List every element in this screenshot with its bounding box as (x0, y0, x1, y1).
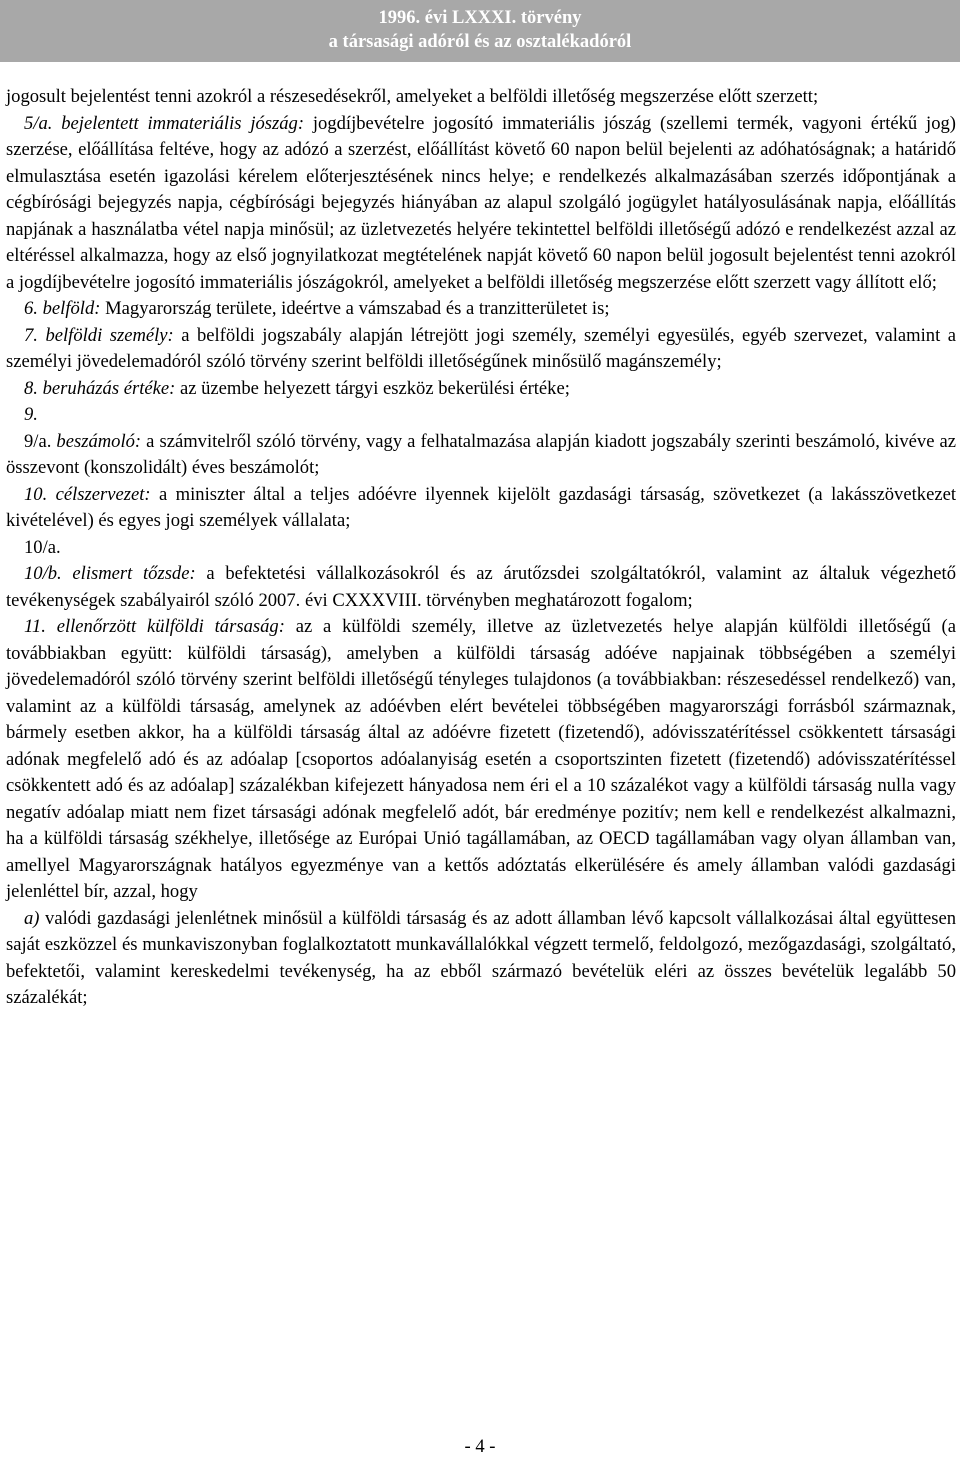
paragraph-number: a) (24, 907, 40, 929)
paragraph-text: valódi gazdasági jelenlétnek minősül a külföldi társaság és az adott államban lévő kapcsolt vállalkozásai által együttesen saját eszközzel és munkaviszonyban foglalkoztatott munkavállalókkal végzett termelő, feldolgozó, mezőgazdasági, szolgáltató, befektetői, valamint kereskedelmi tevékenység, ha az ebből származó bevételük eléri az összes bevételük legalább 50 százalékát; (6, 907, 957, 1008)
defined-term: bejelentett immateriális jószág: (61, 112, 305, 134)
paragraph-text: jogosult bejelentést tenni azokról a részesedésekről, amelyeket a belföldi illetőség megszerzése előtt szerzett; (6, 86, 819, 107)
paragraph-number: 6. (24, 298, 38, 319)
defined-term: belföld: (42, 298, 101, 319)
paragraph-text: jogdíjbevételre jogosító immateriális jószág (szellemi termék, vagyoni értékű jog) szerzése, előállítása feltéve, hogy az adózó a szerzést, előállítást követő 60 napon belül bejelenti az adóhatóságnak; a határidő elmulasztása esetén igazolási kérelem előterjesztésének nincs helye; e rendelkezés alkalmazásában szerzés időpontjának a cégbírósági bejegyzés napja, cégbírósági bejegyzés hiányában az alapul szolgáló jogügylet hatályosulásának napja, előállítás napjának a használatba vétel napja minősül; az üzletvezetés helyére tekintettel belföldi illetőségű adózó e rendelkezést azzal az eltéréssel alkalmazza, hogy az első jognyilatkozat megtételének napját követő 60 napon belül jogosult bejelentést tenni azokról a jogdíjbevételre jogosító immateriális jószágokról, amelyeket a belföldi illetőség megszerzése előtt szerzett vagy állított elő; (6, 112, 956, 293)
paragraph-text: a miniszter által a teljes adóévre ilyennek kijelölt gazdasági társaság, szövetkezet (a lakásszövetkezet kivételével) és egyes jogi személyek vállalata; (6, 483, 956, 531)
paragraph-number: 11. (24, 616, 46, 637)
document-body (6, 84, 956, 1012)
defined-term: belföldi személy: (45, 324, 174, 346)
paragraph-number: 5/a. (24, 112, 53, 134)
paragraph-8 (6, 376, 956, 403)
defined-term: beruházás értéke: (42, 377, 176, 399)
paragraph-text: a befektetési vállalkozásokról és az árutőzsdei szolgáltatókról, valamint az általuk végezhető tevékenységek szabályairól szóló 2007. évi CXXXVIII. törvényben meghatározott fogalom; (6, 563, 956, 611)
paragraph-number: 10. (24, 483, 48, 505)
paragraph-number: 7. (24, 324, 38, 346)
paragraph-number: 9. (24, 404, 38, 425)
paragraph-10b (6, 561, 956, 614)
paragraph-11-a (6, 906, 956, 1012)
paragraph-5a (6, 111, 956, 297)
paragraph-6 (6, 296, 956, 323)
paragraph-continuation (6, 84, 956, 111)
paragraph-number: 9/a. (24, 430, 52, 452)
paragraph-text: a számvitelről szóló törvény, vagy a felhatalmazása alapján kiadott jogszabály szerinti beszámoló, kivéve az összevont (konszolidált) éves beszámolót; (6, 430, 956, 478)
page-number: - 4 - (464, 1436, 496, 1457)
paragraph-10a (6, 535, 956, 562)
paragraph-text: az üzembe helyezett tárgyi eszköz bekerülési értéke; (179, 377, 570, 399)
paragraph-11 (6, 614, 956, 906)
paragraph-text: az a külföldi személy, illetve az üzletvezetés helye alapján külföldi illetőségű (a továbbiakban együtt: külföldi társaság), amelyben a külföldi társaság adóéve napjainak többségében a személyi jövedelemadóról szóló törvény szerint belföldi illetőségű tényleges tulajdonos (a továbbiakban: részesedéssel rendelkező) van, valamint az a külföldi társaság, amelynek az adóévben elért bevételei többségében magyarországi forrásból származnak, bármely esetben akkor, ha a külföldi társaság által az adóévre fizetett (fizetendő), adóvisszatérítéssel csökkentett társasági adónak megfelelő adó és az adóalap [csoportos adóalanyiság esetén a csoportszinten fizetett (fizetendő) adóvisszatérítéssel csökkentett adó és az adóalap] százalékban kifejezett hányadosa nem éri el a 10 százalékot vagy a külföldi társaság nulla vagy negatív adóalap miatt nem fizet társasági adónak megfelelő adót, bár eredménye pozitív; nem kell e rendelkezést alkalmazni, ha a külföldi társaság székhelye, illetősége az Európai Unió tagállamában, az OECD tagállamában vagy olyan államban van, amellyel Magyarországnak hatályos egyezménye van a kettős adóztatás elkerülésére és amely államban valódi gazdasági jelenléttel bír, azzal, hogy (6, 616, 956, 902)
defined-term: ellenőrzött külföldi társaság: (56, 616, 285, 637)
defined-term: elismert tőzsde: (72, 563, 196, 584)
header-law-subtitle: a társasági adóról és az osztalékadóról (328, 32, 632, 52)
paragraph-10 (6, 482, 956, 535)
defined-term: beszámoló: (56, 430, 142, 452)
paragraph-9 (6, 402, 956, 429)
header-law-title: 1996. évi LXXXI. törvény (378, 8, 582, 28)
paragraph-text: Magyarország területe, ideértve a vámszabad és a tranzitterületet is; (105, 298, 610, 319)
defined-term: célszervezet: (55, 483, 151, 505)
page-header (0, 0, 960, 62)
paragraph-number: 10/b. (24, 563, 62, 584)
paragraph-7 (6, 323, 956, 376)
paragraph-number: 10/a. (24, 536, 61, 558)
paragraph-number: 8. (24, 377, 38, 399)
paragraph-text: a belföldi jogszabály alapján létrejött jogi személy, személyi egyesülés, egyéb szervezet, valamint a személyi jövedelemadóról szóló törvény szerint belföldi illetőségűnek minősülő magánszemély; (6, 324, 956, 372)
paragraph-9a (6, 429, 956, 482)
